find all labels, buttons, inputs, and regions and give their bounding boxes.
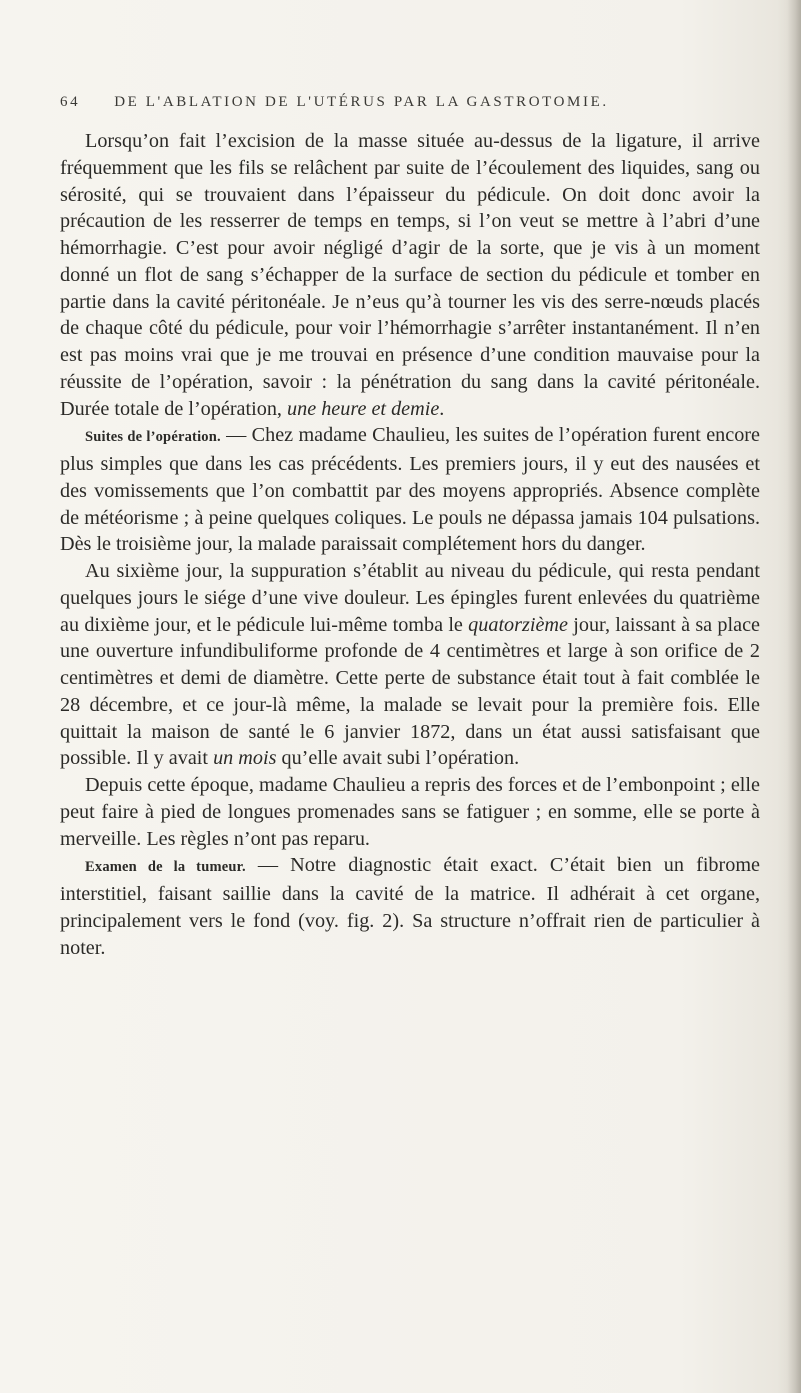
italic-text: quatorzième: [468, 613, 568, 636]
page-edge-shadow: [787, 0, 801, 1393]
text-run: — Notre diagnostic était exact. C’était bien un fibrome interstitiel, faisant saillie dans la cavité de la matrice. Il adhérait à cet organe, principalement vers le fond (voy. fig. 2). Sa structure n’offrait rien de particulier à noter.: [60, 854, 760, 959]
paragraph: [60, 852, 760, 961]
paragraph: [60, 772, 760, 852]
body-text: [60, 128, 760, 961]
text-run: qu’elle avait subi l’opération.: [276, 747, 520, 770]
text-run: .: [439, 397, 445, 420]
running-header: [60, 94, 760, 111]
italic-text: un mois: [213, 747, 277, 770]
running-title: DE L'ABLATION DE L'UTÉRUS PAR LA GASTROTOMIE.: [114, 94, 609, 110]
section-run-in-heading: Suites de l’opération.: [85, 429, 221, 446]
text-run: — Chez madame Chaulieu, les suites de l’opération furent encore plus simples que dans les cas précédents. Les premiers jours, il y eut des nausées et des vomissements que l’on combattit par des moyens appropriés. Absence complète de météorisme ; à peine quelques coliques. Le pouls ne dépassa jamais 104 pulsations. Dès le troisième jour, la malade paraissait complétement hors du danger.: [60, 424, 760, 556]
page-number: 64: [60, 94, 81, 110]
text-run: jour, laissant à sa place une ouverture infundibuliforme profonde de 4 centimètres et large à son orifice de 2 centimètres et demi de diamètre. Cette perte de substance était tout à fait comblée le 28 décembre, et ce jour-là même, la malade se levait pour la première fois. Elle quittait la maison de santé le 6 janvier 1872, dans un état aussi satisfaisant que possible. Il y avait: [60, 613, 760, 770]
italic-text: une heure et demie: [287, 397, 440, 420]
text-run: Lorsqu’on fait l’excision de la masse située au-dessus de la ligature, il arrive fréquemment que les fils se relâchent par suite de l’écoulement des liquides, sang ou sérosité, qui se trouvaient dans l’épaisseur du pédicule. On doit donc avoir la précaution de les resserrer de temps en temps, si l’on veut se mettre à l’abri d’une hémorrhagie. C’est pour avoir négligé d’agir de la sorte, que je vis à un moment donné un flot de sang s’échapper de la surface de section du pédicule et tomber en partie dans la cavité péritonéale. Je n’eus qu’à tourner les vis des serre-nœuds placés de chaque côté du pédicule, pour voir l’hémorrhagie s’arrêter instantanément. Il n’en est pas moins vrai que je me trouvai en présence d’une condition mauvaise pour la réussite de l’opération, savoir : la pénétration du sang dans la cavité péritonéale. Durée totale de l’opération,: [60, 130, 760, 420]
paragraph: [60, 128, 760, 422]
section-run-in-heading: Examen de la tumeur.: [85, 859, 246, 876]
paragraph: [60, 558, 760, 772]
text-run: Au sixième jour, la suppuration s’établit au niveau du pédicule, qui resta pendant quelques jours le siége d’une vive douleur. Les épingles furent enlevées du quatrième au dixième jour, et le pédicule lui-même tomba le: [60, 560, 760, 636]
paragraph: [60, 422, 760, 558]
text-run: Depuis cette époque, madame Chaulieu a repris des forces et de l’embonpoint ; elle peut faire à pied de longues promenades sans se fatiguer ; en somme, elle se porte à merveille. Les règles n’ont pas reparu.: [60, 774, 760, 850]
